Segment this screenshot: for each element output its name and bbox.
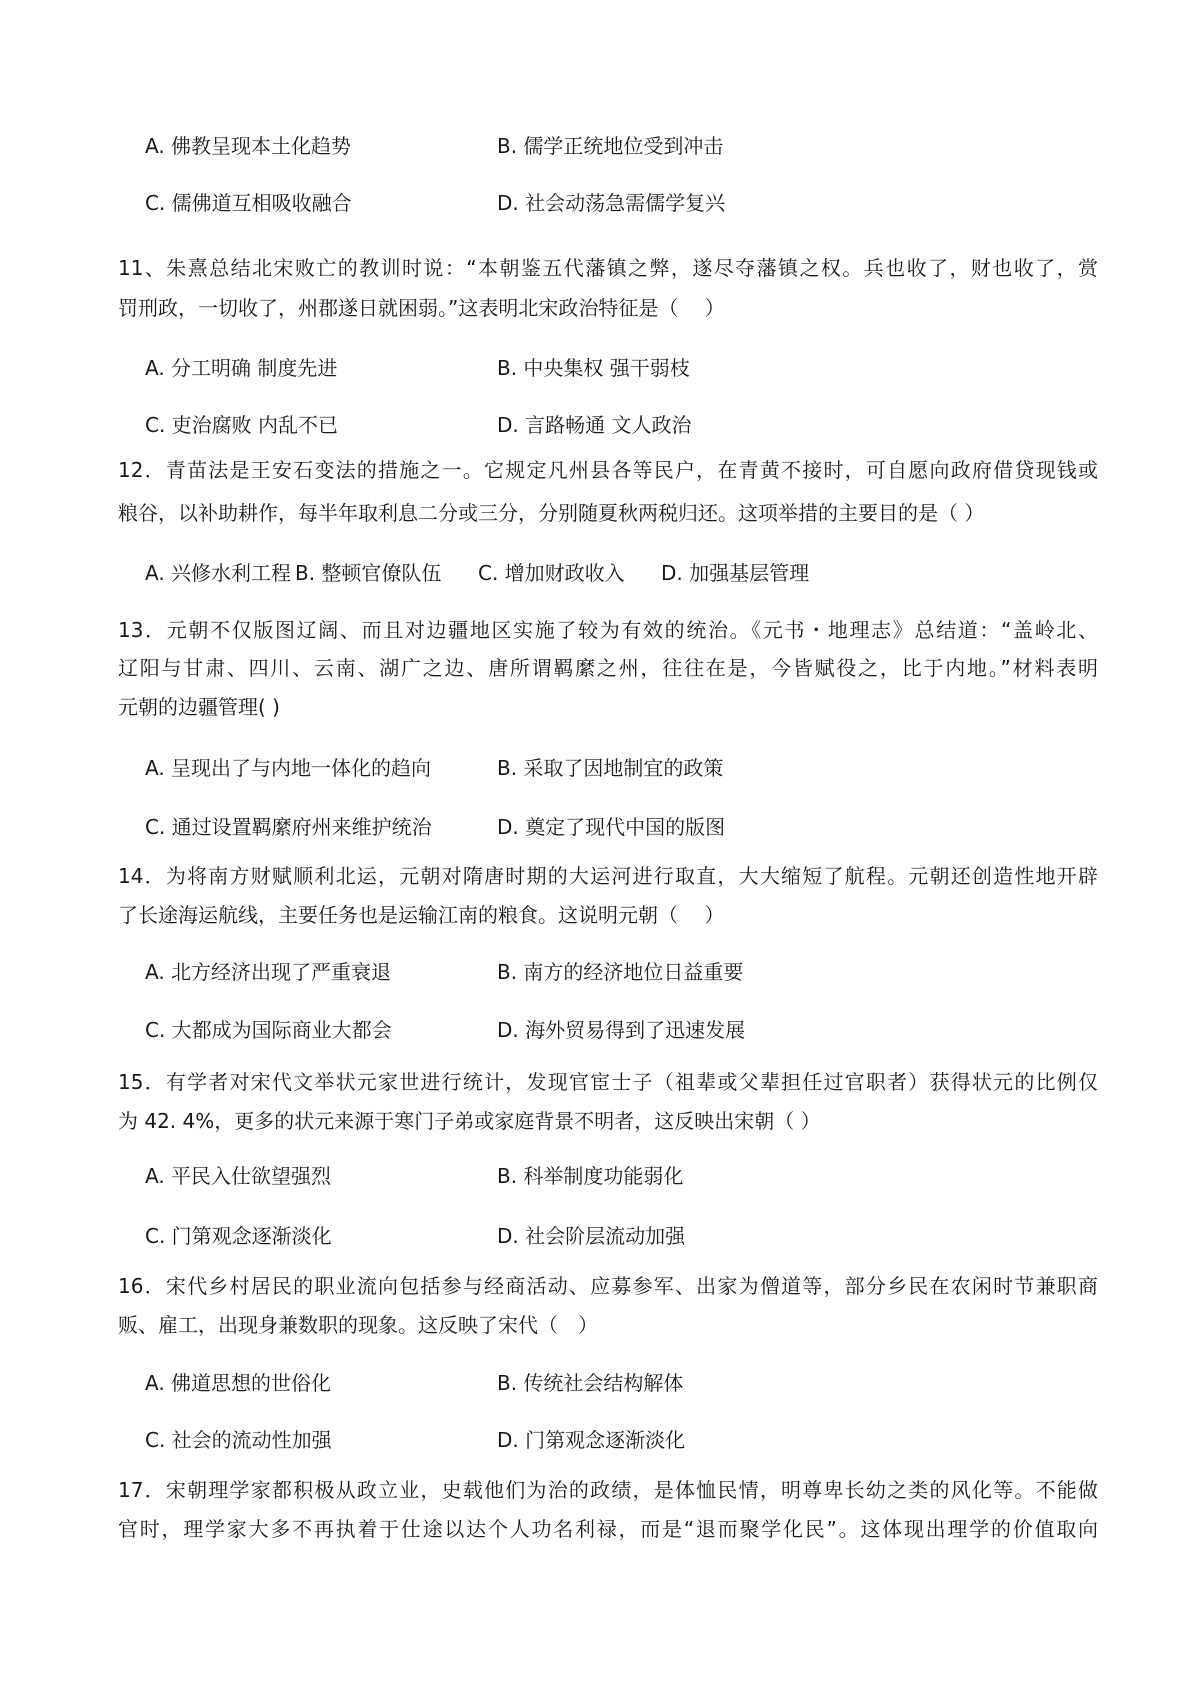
q16-option-a[interactable]: A. 佛道思想的世俗化 — [145, 1371, 332, 1395]
q13-text-line-1: 13．元朝不仅版图辽阔、而且对边疆地区实施了较为有效的统治。《元书・地理志》总结道：“盖岭北、 — [118, 618, 1098, 642]
q16-text-line-1: 16．宋代乡村居民的职业流向包括参与经商活动、应募参军、出家为僧道等，部分乡民在农闲时节兼职商 — [118, 1274, 1098, 1298]
q15-option-a[interactable]: A. 平民入仕欲望强烈 — [145, 1164, 332, 1188]
q11-text-line-2: 罚刑政，一切收了，州郡遂日就困弱。”这表明北宋政治特征是（ ） — [118, 296, 725, 320]
q12-option-c[interactable]: C. 增加财政收入 — [478, 561, 625, 585]
q16-option-d[interactable]: D. 门第观念逐渐淡化 — [497, 1428, 686, 1452]
q12-text-line-1: 12．青苗法是王安石变法的措施之一。它规定凡州县各等民户，在青黄不接时，可自愿向政府借贷现钱或 — [118, 458, 1098, 482]
q12-option-a[interactable]: A. 兴修水利工程 — [145, 561, 292, 585]
q16-option-c[interactable]: C. 社会的流动性加强 — [145, 1428, 332, 1452]
q11-option-b[interactable]: B. 中央集权 强干弱枝 — [497, 356, 690, 380]
q10-option-a[interactable]: A. 佛教呈现本土化趋势 — [145, 134, 352, 158]
q11-text-line-1: 11、朱熹总结北宋败亡的教训时说：“本朝鉴五代藩镇之弊，遂尽夺藩镇之权。兵也收了，财也收了，赏 — [118, 256, 1098, 280]
q14-option-a[interactable]: A. 北方经济出现了严重衰退 — [145, 960, 392, 984]
q11-option-a[interactable]: A. 分工明确 制度先进 — [145, 356, 338, 380]
q14-text-line-2: 了长途海运航线，主要任务也是运输江南的粮食。这说明元朝（ ） — [118, 903, 725, 927]
q11-option-d[interactable]: D. 言路畅通 文人政治 — [497, 413, 692, 437]
q15-text-line-1: 15．有学者对宋代文举状元家世进行统计，发现官宦士子（祖辈或父辈担任过官职者）获得状元的比例仅 — [118, 1070, 1098, 1094]
q13-option-a[interactable]: A. 呈现出了与内地一体化的趋向 — [145, 756, 432, 780]
q13-option-d[interactable]: D. 奠定了现代中国的版图 — [497, 815, 726, 839]
q13-text-line-3: 元朝的边疆管理( ) — [118, 695, 280, 719]
q15-text-line-2: 为 42. 4%，更多的状元来源于寒门子弟或家庭背景不明者，这反映出宋朝（ ） — [118, 1109, 821, 1133]
q15-option-d[interactable]: D. 社会阶层流动加强 — [497, 1224, 686, 1248]
q15-option-b[interactable]: B. 科举制度功能弱化 — [497, 1164, 684, 1188]
q17-text-line-1: 17．宋朝理学家都积极从政立业，史载他们为治的政绩，是体恤民情，明尊卑长幼之类的风化等。不能做 — [118, 1478, 1098, 1502]
q14-option-d[interactable]: D. 海外贸易得到了迅速发展 — [497, 1018, 746, 1042]
q10-option-b[interactable]: B. 儒学正统地位受到冲击 — [497, 134, 724, 158]
q16-text-line-2: 贩、雇工，出现身兼数职的现象。这反映了宋代（ ） — [118, 1313, 598, 1337]
q15-option-c[interactable]: C. 门第观念逐渐淡化 — [145, 1224, 332, 1248]
q14-option-b[interactable]: B. 南方的经济地位日益重要 — [497, 960, 744, 984]
q17-text-line-2: 官时，理学家大多不再执着于仕途以达个人功名利禄，而是“退而聚学化民”。这体现出理学的价值取向 — [118, 1517, 1098, 1541]
q10-option-d[interactable]: D. 社会动荡急需儒学复兴 — [497, 191, 726, 215]
q16-option-b[interactable]: B. 传统社会结构解体 — [497, 1371, 684, 1395]
q13-text-line-2: 辽阳与甘肃、四川、云南、湖广之边、唐所谓羁縻之州，往往在是，今皆赋役之，比于内地。”材料表明 — [118, 656, 1098, 680]
q13-option-b[interactable]: B. 采取了因地制宜的政策 — [497, 756, 724, 780]
q10-option-c[interactable]: C. 儒佛道互相吸收融合 — [145, 191, 352, 215]
q11-option-c[interactable]: C. 吏治腐败 内乱不已 — [145, 413, 339, 437]
q12-option-d[interactable]: D. 加强基层管理 — [661, 561, 810, 585]
q14-text-line-1: 14．为将南方财赋顺利北运，元朝对隋唐时期的大运河进行取直，大大缩短了航程。元朝还创造性地开辟 — [118, 864, 1098, 888]
q13-option-c[interactable]: C. 通过设置羁縻府州来维护统治 — [145, 815, 432, 839]
q12-option-b[interactable]: B. 整顿官僚队伍 — [295, 561, 442, 585]
q12-text-line-2: 粮谷，以补助耕作，每半年取利息二分或三分，分别随夏秋两税归还。这项举措的主要目的是（ ） — [118, 501, 985, 525]
q14-option-c[interactable]: C. 大都成为国际商业大都会 — [145, 1018, 392, 1042]
